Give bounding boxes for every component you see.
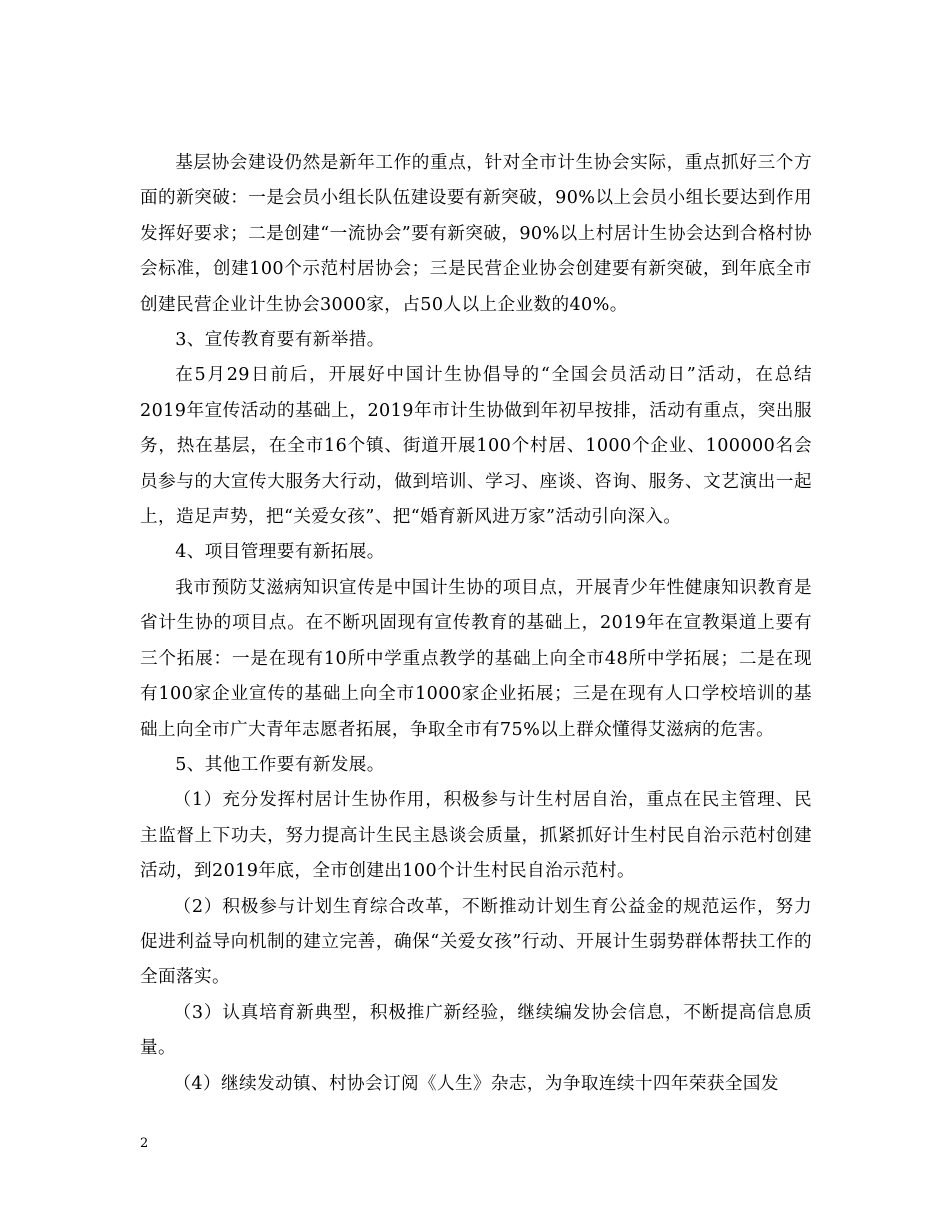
paragraph-item-1: （1）充分发挥村居计生协作用，积极参与计生村居自治，重点在民主管理、民主监督上下功夫，努力提高计生民主恳谈会质量，抓紧抓好计生村民自治示范村创建活动，到2019年底，全市创建出100个计生村民自治示范村。 xyxy=(140,790,812,882)
paragraph-item-3: （3）认真培育新典型，积极推广新经验，继续编发协会信息，不断提高信息质量。 xyxy=(140,1002,812,1059)
document-body xyxy=(140,146,812,1102)
paragraph-item-2: （2）积极参与计划生育综合改革，不断推动计划生育公益金的规范运作，努力促进利益导向机制的建立完善，确保“关爱女孩”行动、开展计生弱势群体帮扶工作的全面落实。 xyxy=(140,896,812,988)
page-number: 2 xyxy=(140,1136,149,1151)
heading-publicity-education: 3、宣传教育要有新举措。 xyxy=(175,330,385,351)
paragraph-item-4: （4）继续发动镇、村协会订阅《人生》杂志，为争取连续十四年荣获全国发 xyxy=(173,1073,779,1094)
paragraph-member-activity-day: 在5月29日前后，开展好中国计生协倡导的“全国会员活动日”活动，在总结2019年宣传活动的基础上，2019年市计生协做到年初早按排，活动有重点，突出服务，热在基层，在全市16个镇、街道开展100个村居、1000个企业、100000名会员参与的大宣传大服务大行动，做到培训、学习、座谈、咨询、服务、文艺演出一起上，造足声势，把“关爱女孩”、把“婚育新风进万家”活动引向深入。 xyxy=(140,365,812,528)
heading-other-work: 5、其他工作要有新发展。 xyxy=(175,754,385,775)
heading-project-management: 4、项目管理要有新拓展。 xyxy=(175,542,385,563)
paragraph-grassroots-association: 基层协会建设仍然是新年工作的重点，针对全市计生协会实际，重点抓好三个方面的新突破：一是会员小组长队伍建设要有新突破，90%以上会员小组长要达到作用发挥好要求；二是创建“一流协会”要有新突破，90%以上村居计生协会达到合格村协会标准，创建100个示范村居协会；三是民营企业协会创建要有新突破，到年底全市创建民营企业计生协会3000家，占50人以上企业数的40%。 xyxy=(140,153,812,315)
paragraph-aids-prevention: 我市预防艾滋病知识宣传是中国计生协的项目点，开展青少年性健康知识教育是省计生协的项目点。在不断巩固现有宣传教育的基础上，2019年在宣教渠道上要有三个拓展：一是在现有10所中学重点教学的基础上向全市48所中学拓展；二是在现有100家企业宣传的基础上向全市1000家企业拓展；三是在现有人口学校培训的基础上向全市广大青年志愿者拓展，争取全市有75%以上群众懂得艾滋病的危害。 xyxy=(140,577,812,740)
